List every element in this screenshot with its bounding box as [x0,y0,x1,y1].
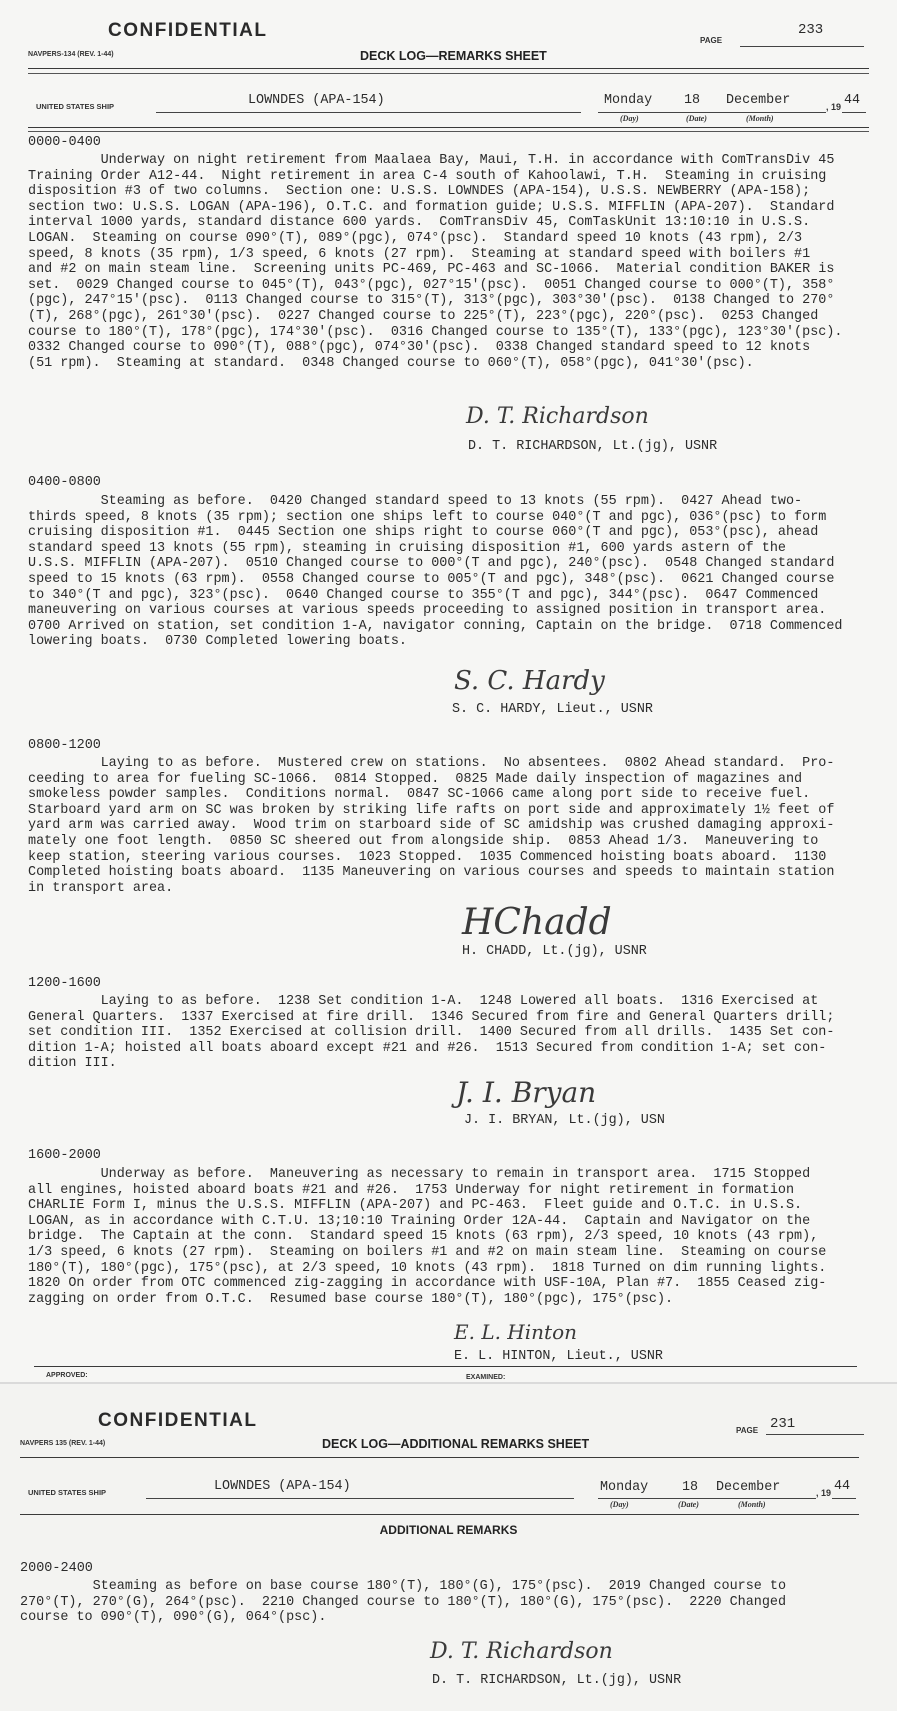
year-prefix: , 19 [816,1488,832,1498]
examined-label: EXAMINED: [466,1374,506,1381]
sheet-title: DECK LOG—ADDITIONAL REMARKS SHEET [322,1437,590,1451]
confidential-stamp: CONFIDENTIAL [108,20,268,41]
handwritten-signature: E. L. Hinton [454,1320,577,1344]
watch-period: 1600-2000 [28,1148,101,1163]
signature-block: D. T. RICHARDSON, Lt.(jg), USNR [468,439,718,454]
handwritten-signature: D. T. Richardson [430,1639,613,1664]
ship-name: LOWNDES (APA-154) [214,1479,351,1494]
watch-remarks: Steaming as before. 0420 Changed standard speed to 13 knots (55 rpm). 0427 Ahead two- thirds speed, 8 knots (35 rpm); section one ships left to course 040°(T and pgc), 036°(psc) to form cruising disposition #1. 0445 Section one ships right to course 060°(T and pgc), 053°(psc), ahead standard speed 13 knots (55 rpm), steaming in cruising disposition #1, 600 yards astern of the U.S.S. MIFFLIN (APA-207). 0510 Changed course to 000°(T and pgc), 240°(psc). 0548 Changed standard speed to 15 knots (63 rpm). 0558 Changed course to 005°(T and pgc), 348°(psc). 0621 Changed course to 340°(T and pgc), 323°(psc). 0640 Changed course to 355°(T and pgc), 344°(psc). 0647 Commenced maneuvering on various courses at various speeds proceeding to assigned position in transport area. 0700 Arrived on station, set condition 1-A, navigator conning, Captain on the bridge. 0718 Commenced lowering boats. 0730 Completed lowering boats. [28,494,843,650]
watch-period: 0000-0400 [28,135,101,150]
page-number: 233 [798,22,824,38]
handwritten-signature: D. T. Richardson [466,404,649,429]
signature-block: D. T. RICHARDSON, Lt.(jg), USNR [432,1673,682,1688]
watch-remarks: Underway on night retirement from Maalaea Bay, Maui, T.H. in accordance with ComTransDiv 45 Training Order A12-44. Night retirement in area C-4 south of Kahoolawi, T.H. Steaming in cruising disposition #3 of two columns. Section one: U.S.S. LOWNDES (APA-154), U.S.S. NEWBERRY (APA-158); section two: U.S.S. LOGAN (APA-196), O.T.C. and formation guide; U.S.S. MIFFLIN (APA-207). Standard interval 1000 yards, standard distance 600 yards. ComTransDiv 45, ComTaskUnit 13:10:10 in U.S.S. LOGAN. Steaming on course 090°(T), 089°(pgc), 074°(psc). Standard speed 10 knots (43 rpm), 2/3 speed, 8 knots (35 rpm), 1/3 speed, 6 knots (27 rpm). Steaming at standard speed with boilers #1 and #2 on main steam line. Screening units PC-469, PC-463 and SC-1066. Material condition BAKER is set. 0029 Changed course to 045°(T), 043°(pgc), 027°15'(psc). 0051 Changed course to 000°(T), 358° (pgc), 247°15'(psc). 0113 Changed course to 315°(T), 313°(pgc), 303°30'(psc). 0138 Changed to 270° (T), 268°(pgc), 261°30'(psc). 0227 Changed course to 225°(T), 223°(pgc), 220°(psc). 0253 Changed course to 180°(T), 178°(pgc), 174°30'(psc). 0316 Changed course to 135°(T), 133°(pgc), 123°30'(psc). 0332 Changed course to 090°(T), 088°(pgc), 074°30'(psc). 0338 Changed standard speed to 12 knots (51 rpm). Steaming at standard. 0348 Changed course to 060°(T), 058°(pgc), 041°30'(psc). [28,153,843,371]
watch-period: 0400-0800 [28,475,101,490]
confidential-stamp: CONFIDENTIAL [98,1410,258,1431]
date-value: 18 [682,1480,699,1495]
ship-name-line [146,1498,574,1499]
date-caption: (Date) [678,1500,699,1509]
year-prefix: , 19 [826,102,842,112]
date-value: 18 [684,93,701,108]
handwritten-signature: J. I. Bryan [456,1076,597,1109]
watch-period: 2000-2400 [20,1561,93,1576]
signature-block: E. L. HINTON, Lieut., USNR [454,1349,663,1364]
month-value: December [716,1480,781,1495]
ship-name-line [156,112,581,113]
month-caption: (Month) [738,1500,766,1509]
date-line [598,112,826,113]
day-caption: (Day) [620,114,639,123]
page-number-line [740,46,864,47]
year-value: 44 [844,93,861,108]
date-line [598,1498,816,1499]
additional-remarks-heading: ADDITIONAL REMARKS [379,1523,518,1537]
watch-remarks: Underway as before. Maneuvering as necessary to remain in transport area. 1715 Stopped all engines, hoisted aboard boats #21 and #26. 1753 Underway for night retirement in formation CHARLIE Form I, minus the U.S.S. MIFFLIN (APA-207) and PC-463. Fleet guide and O.T.C. in U.S.S. LOGAN, as in accordance with C.T.U. 13;10:10 Training Order 12A-44. Captain and Navigator on the bridge. The Captain at the conn. Standard speed 15 knots (63 rpm), 2/3 speed, 10 knots (43 rpm), 1/3 speed, 6 knots (27 rpm). Steaming on boilers #1 and #2 on main steam line. Steaming on course 180°(T), 180°(pgc), 175°(psc), at 2/3 speed, 10 knots (43 rpm). 1818 Turned on dim running lights. 1820 On order from OTC commenced zig-zagging in accordance with USF-10A, Plan #7. 1855 Ceased zig- zagging on order from O.T.C. Resumed base course 180°(T), 180°(pgc), 175°(psc). [28,1167,827,1307]
footer-rule [34,1366,857,1367]
header-rule-bottom-2 [28,131,869,132]
header-rule-bottom [28,127,869,128]
sheet-title: DECK LOG—REMARKS SHEET [360,49,547,63]
month-value: December [726,93,791,108]
watch-remarks: Steaming as before on base course 180°(T), 180°(G), 175°(psc). 2019 Changed course to 270°(T), 270°(G), 264°(psc). 2210 Changed course to 180°(T), 180°(G), 175°(psc). 2220 Changed course to 090°(T), 090°(G), 064°(psc). [20,1579,787,1626]
handwritten-signature: S. C. Hardy [454,666,605,696]
year-line [842,112,866,113]
page-number-line [766,1434,864,1435]
form-code: NAVPERS-134 (REV. 1-44) [28,51,114,58]
year-line [832,1498,856,1499]
ship-label: UNITED STATES SHIP [36,102,115,111]
day-value: Monday [604,93,653,108]
header-rule-top-2 [28,73,869,74]
day-caption: (Day) [610,1500,629,1509]
ship-label: UNITED STATES SHIP [28,1488,107,1497]
header-rule-bottom [20,1514,859,1515]
watch-period: 0800-1200 [28,738,101,753]
header-rule-top [20,1457,859,1458]
day-value: Monday [600,1480,649,1495]
year-value: 44 [834,1479,851,1494]
ship-name: LOWNDES (APA-154) [248,93,385,108]
page-label: PAGE [700,36,723,45]
date-caption: (Date) [686,114,707,123]
page-label: PAGE [736,1426,759,1435]
signature-block: H. CHADD, Lt.(jg), USNR [462,944,647,959]
month-caption: (Month) [746,114,774,123]
page-number: 231 [770,1416,796,1432]
handwritten-signature: HChadd [462,902,612,943]
approved-label: APPROVED: [46,1372,88,1379]
header-rule-top [28,68,869,69]
signature-block: S. C. HARDY, Lieut., USNR [452,702,653,717]
watch-remarks: Laying to as before. Mustered crew on stations. No absentees. 0802 Ahead standard. Pro- ceeding to area for fueling SC-1066. 0814 Stopped. 0825 Made daily inspection of magazines and smokeless powder samples. Conditions normal. 0847 SC-1066 came along port side to receive fuel. Starboard yard arm on SC was broken by striking life rafts on port side and approximately 1½ feet of yard arm was carried away. Wood trim on starboard side of SC amidship was crushed damaging approxi- mately one foot length. 0850 SC sheered out from alongside ship. 0853 Ahead 1/3. Maneuvering to keep station, steering various courses. 1023 Stopped. 1035 Commenced hoisting boats aboard. 1130 Completed hoisting boats aboard. 1135 Maneuvering on various courses and speeds to maintain station in transport area. [28,756,835,896]
form-code: NAVPERS 135 (REV. 1-44) [20,1440,106,1447]
watch-period: 1200-1600 [28,976,101,991]
signature-block: J. I. BRYAN, Lt.(jg), USN [464,1113,665,1128]
watch-remarks: Laying to as before. 1238 Set condition 1-A. 1248 Lowered all boats. 1316 Exercised at General Quarters. 1337 Exercised at fire drill. 1346 Secured from fire and General Quarters drill; set condition III. 1352 Exercised at collision drill. 1400 Secured from all drills. 1435 Set con- dition 1-A; hoisted all boats aboard except #21 and #26. 1513 Secured from condition 1-A; set con- dition III. [28,994,835,1072]
deck-log-additional-remarks-sheet [0,1382,897,1711]
